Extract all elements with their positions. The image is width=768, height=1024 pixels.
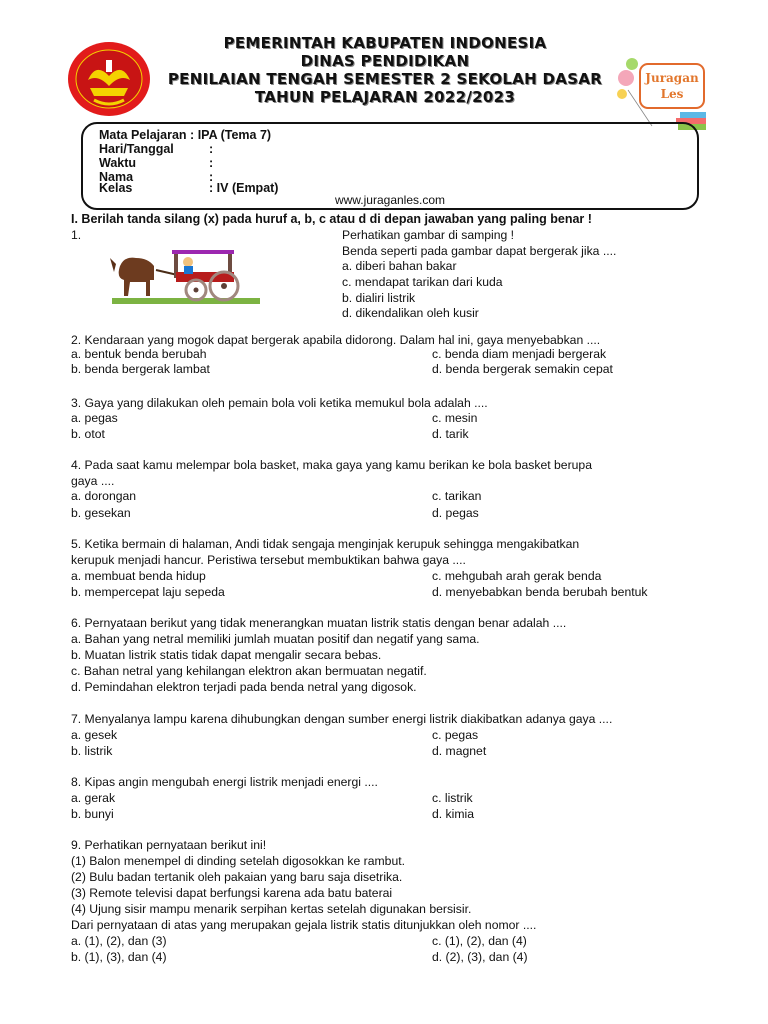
time-label: Waktu — [99, 156, 137, 170]
q6-question: 6. Pernyataan berikut yang tidak menerangkan muatan listrik statis dengan benar adalah .... — [71, 616, 567, 630]
q1-option-d: d. dikendalikan oleh kusir — [342, 306, 479, 320]
q9-option-a: a. (1), (2), dan (3) — [71, 934, 167, 948]
q6-option-d: d. Pemindahan elektron terjadi pada benda netral yang digosok. — [71, 680, 417, 694]
q5-question-line1: 5. Ketika bermain di halaman, Andi tidak sengaja menginjak kerupuk sehingga mengakibatkan — [71, 537, 580, 551]
q3-option-c: c. mesin — [432, 411, 478, 425]
subject-value: IPA (Tema 7) — [197, 128, 272, 142]
q2-option-b: b. benda bergerak lambat — [71, 362, 210, 376]
document-header — [0, 32, 768, 122]
subject-row — [99, 128, 271, 142]
q3-option-b: b. otot — [71, 427, 105, 441]
q6-option-a: a. Bahan yang netral memiliki jumlah muatan positif dan negatif yang sama. — [71, 632, 480, 646]
website-url: www.juraganles.com — [334, 193, 446, 207]
time-row — [99, 156, 221, 170]
q9-statement-4: (4) Ujung sisir mampu menarik serpihan kertas setelah digunakan bersisir. — [71, 902, 472, 916]
colon: : — [209, 142, 214, 156]
q5-option-a: a. membuat benda hidup — [71, 569, 206, 583]
q8-option-d: d. kimia — [432, 807, 474, 821]
q5-question-line2: kerupuk menjadi hancur. Peristiwa tersebut membuktikan bahwa gaya .... — [71, 553, 466, 567]
q4-option-d: d. pegas — [432, 506, 479, 520]
q7-option-c: c. pegas — [432, 728, 479, 742]
q7-option-b: b. listrik — [71, 744, 113, 758]
name-label: Nama — [99, 170, 134, 184]
q7-option-d: d. magnet — [432, 744, 487, 758]
q2-option-a: a. bentuk benda berubah — [71, 347, 207, 361]
q9-statement-3: (3) Remote televisi dapat berfungsi karena ada batu baterai — [71, 886, 393, 900]
header-line-1: PEMERINTAH KABUPATEN INDONESIA — [223, 34, 547, 52]
q4-option-a: a. dorongan — [71, 489, 137, 503]
juragan-les-logo-icon — [614, 50, 710, 132]
q9-option-c: c. (1), (2), dan (4) — [432, 934, 527, 948]
q1-option-b: b. dialiri listrik — [342, 291, 416, 305]
q4-question-line2: gaya .... — [71, 474, 115, 488]
q2-question: 2. Kendaraan yang mogok dapat bergerak apabila didorong. Dalam hal ini, gaya menyebabkan .... — [71, 333, 601, 347]
q8-option-c: c. listrik — [432, 791, 473, 805]
q1-instruction: Perhatikan gambar di samping ! — [342, 228, 515, 242]
q9-statement-1: (1) Balon menempel di dinding setelah digosokkan ke rambut. — [71, 854, 405, 868]
q7-question: 7. Menyalanya lampu karena dihubungkan dengan sumber energi listrik diakibatkan adanya gaya .... — [71, 712, 613, 726]
q5-option-b: b. mempercepat laju sepeda — [71, 585, 225, 599]
class-label: Kelas — [99, 181, 133, 195]
q4-option-b: b. gesekan — [71, 506, 131, 520]
q6-option-c: c. Bahan netral yang kehilangan elektron akan bermuatan negatif. — [71, 664, 427, 678]
q5-option-d: d. menyebabkan benda berubah bentuk — [432, 585, 648, 599]
q8-option-b: b. bunyi — [71, 807, 114, 821]
q9-statement-2: (2) Bulu badan tertanik oleh pakaian yang baru saja disetrika. — [71, 870, 403, 884]
q1-option-a: a. diberi bahan bakar — [342, 259, 457, 273]
brand-text-1: Juragan — [645, 71, 699, 85]
header-line-4: TAHUN PELAJARAN 2022/2023 — [254, 88, 516, 106]
q3-option-a: a. pegas — [71, 411, 118, 425]
header-line-3: PENILAIAN TENGAH SEMESTER 2 SEKOLAH DASAR — [167, 70, 603, 88]
q1-number: 1. — [71, 228, 82, 242]
colon: : — [190, 128, 195, 142]
q8-question: 8. Kipas angin mengubah energi listrik menjadi energi .... — [71, 775, 378, 789]
q3-question: 3. Gaya yang dilakukan oleh pemain bola voli ketika memukul bola adalah .... — [71, 396, 488, 410]
date-row — [99, 142, 221, 156]
instruction-text: I. Berilah tanda silang (x) pada huruf a, b, c atau d di depan jawaban yang paling benar ! — [71, 212, 592, 226]
q1-question: Benda seperti pada gambar dapat bergerak jika .... — [342, 244, 617, 258]
q9-question: 9. Perhatikan pernyataan berikut ini! — [71, 838, 267, 852]
subject-label: Mata Pelajaran — [99, 128, 187, 142]
q7-option-a: a. gesek — [71, 728, 118, 742]
q2-option-c: c. benda diam menjadi bergerak — [432, 347, 607, 361]
q3-option-d: d. tarik — [432, 427, 469, 441]
class-value: IV (Empat) — [216, 181, 279, 195]
q8-option-a: a. gerak — [71, 791, 116, 805]
date-label: Hari/Tanggal — [99, 142, 174, 156]
q6-option-b: b. Muatan listrik statis tidak dapat mengalir secara bebas. — [71, 648, 382, 662]
q5-option-c: c. mehgubah arah gerak benda — [432, 569, 602, 583]
student-info-box — [81, 122, 699, 210]
colon: : — [209, 170, 214, 184]
q1-option-c: c. mendapat tarikan dari kuda — [342, 275, 503, 289]
q9-option-b: b. (1), (3), dan (4) — [71, 950, 167, 964]
q9-option-d: d. (2), (3), dan (4) — [432, 950, 528, 964]
government-logo-icon — [66, 40, 152, 118]
q4-option-c: c. tarikan — [432, 489, 482, 503]
q9-stem: Dari pernyataan di atas yang merupakan gejala listrik statis ditunjukkan oleh nomor .... — [71, 918, 537, 932]
q2-option-d: d. benda bergerak semakin cepat — [432, 362, 613, 376]
horse-carriage-illustration — [100, 236, 262, 310]
colon: : — [209, 156, 214, 170]
brand-text-2: Les — [660, 87, 684, 101]
q4-question-line1: 4. Pada saat kamu melempar bola basket, maka gaya yang kamu berikan ke bola basket berupa — [71, 458, 592, 472]
colon: : — [209, 181, 214, 195]
header-line-2: DINAS PENDIDIKAN — [300, 52, 470, 70]
